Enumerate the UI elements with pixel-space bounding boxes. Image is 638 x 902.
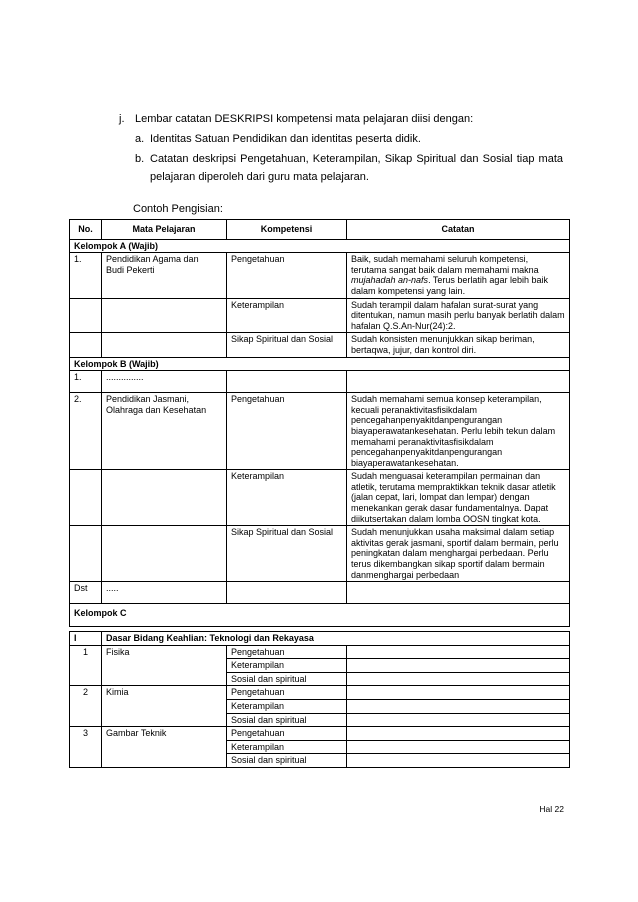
table-row [70, 371, 570, 393]
item-letter-j: j. [119, 113, 125, 125]
row-subject: Fisika [102, 645, 227, 686]
row-note: Sudah konsisten menunjukkan sikap beriman, bertaqwa, jujur, dan kontrol diri. [347, 333, 570, 357]
row-no: 1 [70, 645, 102, 686]
table-row [70, 333, 570, 357]
item-j-text: Lembar catatan DESKRIPSI kompetensi mata pelajaran diisi dengan: [135, 113, 474, 125]
table-row [70, 470, 570, 526]
example-label: Contoh Pengisian: [133, 203, 223, 215]
row-competency: Keterampilan [227, 298, 347, 333]
row-subject: ............... [102, 371, 227, 393]
group-row-c [70, 604, 570, 627]
group-label-c: Kelompok C [70, 604, 570, 627]
group-label-b: Kelompok B (Wajib) [70, 357, 570, 371]
row-competency: Sosial dan spiritual [227, 672, 347, 686]
row-competency: Sikap Spiritual dan Sosial [227, 333, 347, 357]
row-no: 2. [70, 393, 102, 470]
row-competency: Pengetahuan [227, 727, 347, 741]
group-label-a: Kelompok A (Wajib) [70, 239, 570, 253]
section-row [70, 632, 570, 646]
sub-a-text: Identitas Satuan Pendidikan dan identitas peserta didik. [150, 133, 421, 145]
row-competency: Sosial dan spiritual [227, 754, 347, 768]
row-no: 2 [70, 686, 102, 727]
section-title: Dasar Bidang Keahlian: Teknologi dan Rekayasa [102, 632, 570, 646]
row-competency: Keterampilan [227, 659, 347, 673]
header-no: No. [70, 220, 102, 240]
sub-b-line2: pelajaran diperoleh dari guru mata pelajaran. [150, 171, 369, 183]
table-row [70, 526, 570, 582]
header-competency: Kompetensi [227, 220, 347, 240]
header-subject: Mata Pelajaran [102, 220, 227, 240]
header-notes: Catatan [347, 220, 570, 240]
page-number: Hal 22 [539, 804, 564, 814]
row-subject: Gambar Teknik [102, 727, 227, 768]
group-row-a [70, 239, 570, 253]
row-note: Sudah menguasai keterampilan permainan dan atletik, terutama mempraktikkan teknik dasar atletik (jalan cepat, lari, lompat dan lempar) dengan menekankan gerak dasar fundamentalnya. Dapat diikutsertakan dalam lomba OOSN tingkat kota. [347, 470, 570, 526]
row-subject: Kimia [102, 686, 227, 727]
row-competency: Keterampilan [227, 470, 347, 526]
table-row [70, 298, 570, 333]
row-competency: Pengetahuan [227, 686, 347, 700]
competency-table-c [69, 631, 570, 768]
section-no: I [70, 632, 102, 646]
table-row [70, 686, 570, 700]
group-row-b [70, 357, 570, 371]
row-competency: Sosial dan spiritual [227, 713, 347, 727]
row-note: Baik, sudah memahami seluruh kompetensi, terutama sangat baik dalam memahami makna mujahadah an-nafs. Terus berlatih agar lebih baik dalam kompetensi yang lain. [347, 253, 570, 298]
row-competency: Keterampilan [227, 699, 347, 713]
sub-b-letter: b. [135, 153, 145, 165]
row-competency: Pengetahuan [227, 645, 347, 659]
row-note: Sudah memahami semua konsep keterampilan, kecuali peranaktivitasfisikdalam pencegahanpenyakitdanpengurangan biayaperawatankesehatan. Perlu lebih tekun dalam memahami peranaktivitasfisikdalam pencegahanpenyakitdanpengurangan biayaperawatankesehatan. [347, 393, 570, 470]
row-no: Dst [70, 582, 102, 604]
row-subject: Pendidikan Agama dan Budi Pekerti [102, 253, 227, 298]
row-no: 1. [70, 371, 102, 393]
table-row [70, 727, 570, 741]
row-subject: Pendidikan Jasmani, Olahraga dan Kesehatan [102, 393, 227, 470]
row-competency: Keterampilan [227, 740, 347, 754]
table-row [70, 645, 570, 659]
row-note: Sudah menunjukkan usaha maksimal dalam setiap aktivitas gerak jasmani, sportif dalam bermain, perlu peningkatan dalam menghargai perbedaan. Perlu terus dikembangkan sikap sportif dalam bermain danmenghargai perbedaan [347, 526, 570, 582]
row-subject: ..... [102, 582, 227, 604]
row-no: 1. [70, 253, 102, 298]
row-competency: Pengetahuan [227, 393, 347, 470]
table-row [70, 582, 570, 604]
sub-a-letter: a. [135, 133, 145, 145]
row-competency: Sikap Spiritual dan Sosial [227, 526, 347, 582]
table-header-row [70, 220, 570, 240]
sub-b-line1: Catatan deskripsi Pengetahuan, Keterampilan, Sikap Spiritual dan Sosial tiap mata [150, 153, 563, 165]
table-row [70, 253, 570, 298]
competency-table-ab [69, 219, 570, 627]
row-competency: Pengetahuan [227, 253, 347, 298]
row-note: Sudah terampil dalam hafalan surat-surat yang ditentukan, namun masih perlu banyak berlatih dalam hafalan Q.S.An-Nur(24):2. [347, 298, 570, 333]
table-row [70, 393, 570, 470]
row-no: 3 [70, 727, 102, 768]
